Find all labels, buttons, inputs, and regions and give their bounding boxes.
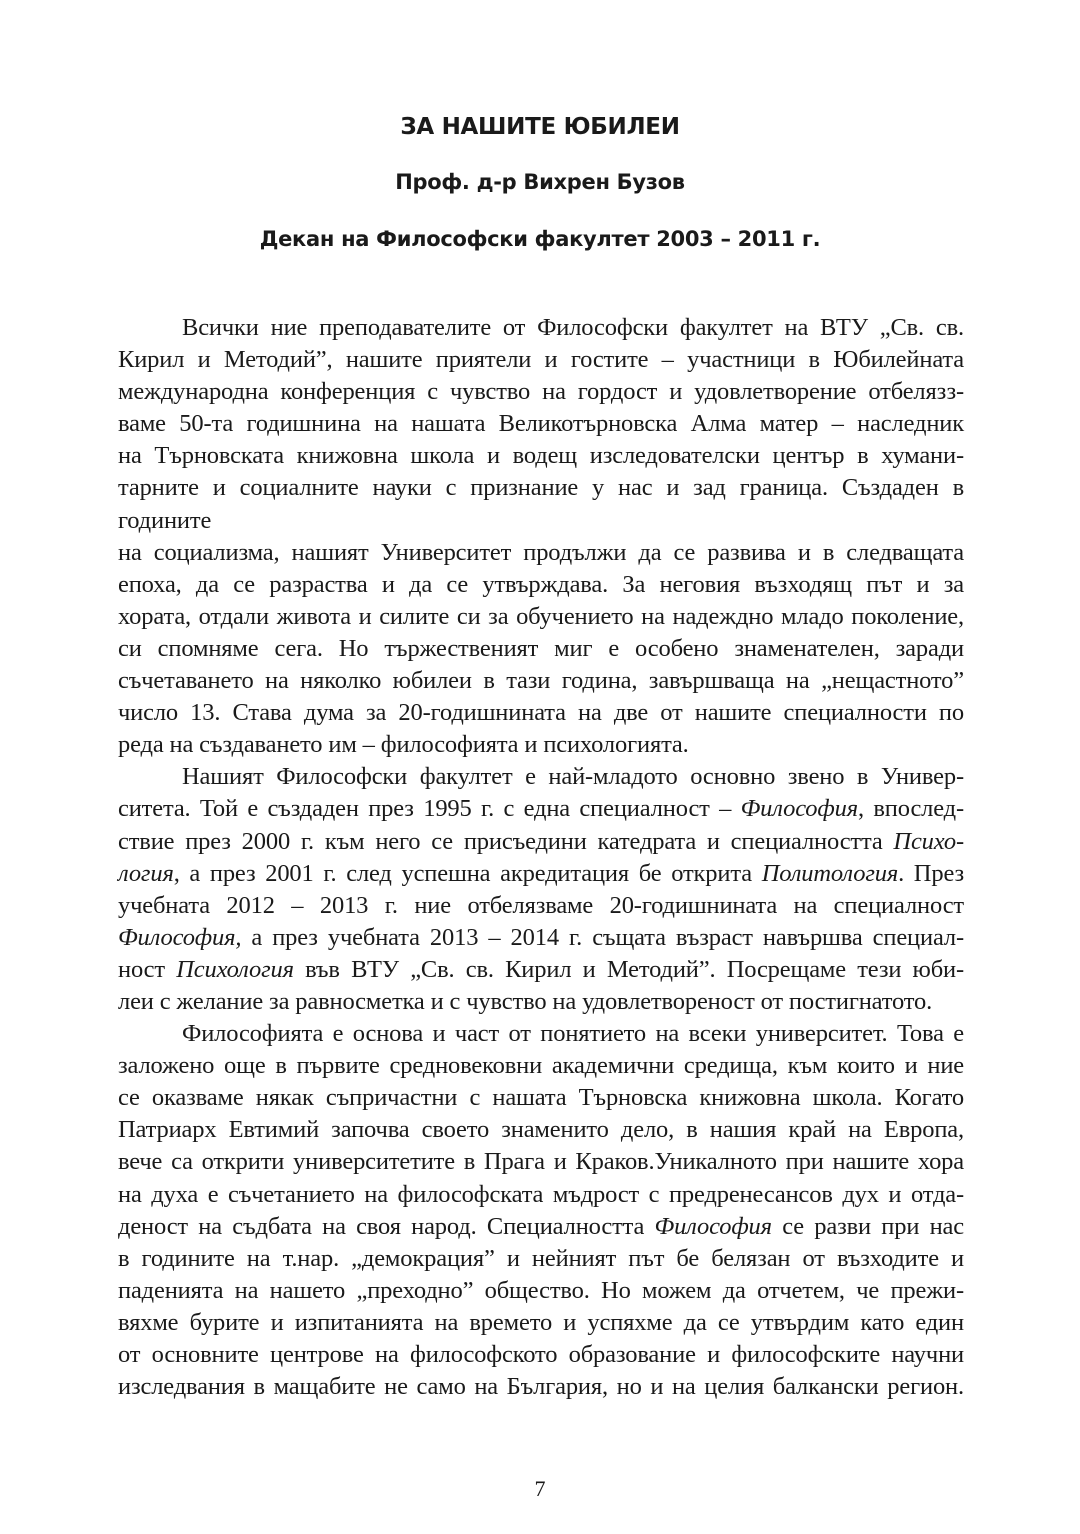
text-line: ваме 50-та годишнина на нашата Великотърновска Алма матер – наследник — [118, 410, 964, 438]
text-line — [118, 858, 964, 890]
text-line: от основните центрове на философското образование и философските научни — [118, 1341, 964, 1368]
text-line: си спомняме сега. Но тържественият миг е особено знаменателен, заради — [118, 634, 964, 662]
italic-run: Философия, — [118, 923, 242, 951]
text-line: паденията на нашето „преходно” общество. Но можем да отчетем, че прежи- — [118, 1276, 964, 1304]
paragraph-1 — [118, 312, 964, 761]
text-line: в годините на т.нар. „демокрация” и нейният път бе белязан от възходите и — [118, 1244, 964, 1272]
text-line: Кирил и Методий”, нашите приятели и гостите – участници в Юбилейната — [118, 346, 964, 374]
text-line — [118, 922, 964, 954]
author-role: Декан на Философски факултет 2003 – 2011 г. — [259, 227, 821, 251]
text-line — [118, 954, 964, 986]
text-line: на духа е съчетанието на философската мъдрост с предренесансов дух и отда- — [118, 1180, 964, 1208]
paragraph-3 — [118, 1018, 964, 1403]
text-line: вяхме бурите и изпитанията на времето и успяхме да се утвърдим като един — [118, 1308, 964, 1336]
text-line: се оказваме някак съпричастни с нашата Търновска книжовна школа. Когато — [118, 1084, 964, 1112]
italic-run: Философия — [654, 1212, 772, 1240]
text-line: епоха, да се разраства и да се утвърждава. За неговия възходящ път и за — [118, 570, 964, 598]
italic-run: логия — [118, 859, 174, 887]
text-line: Всички ние преподавателите от Философски факултет на ВТУ „Св. св. — [182, 314, 964, 341]
text-line: Патриарх Евтимий започва своето знаменито дело, в нашия край на Европа, — [118, 1116, 964, 1144]
text-line — [118, 793, 964, 825]
text-line: вече са открити университетите в Прага и Краков.Уникалното при нашите хора — [118, 1148, 964, 1176]
text-run: , впослед- — [858, 795, 964, 823]
text-run: а през учебната 2013 – 2014 г. същата възраст навършва специал- — [241, 923, 964, 951]
author-name: Проф. д-р Вихрен Бузов — [395, 170, 685, 194]
text-line: Философията е основа и част от понятието на всеки университет. Това е — [182, 1020, 964, 1048]
italic-run: Психо- — [893, 827, 964, 855]
article-body — [118, 312, 964, 1403]
text-run: деност на съдбата на своя народ. Специалността — [118, 1212, 655, 1240]
text-line: заложено още в първите средновековни академични средища, към които и ние — [118, 1052, 964, 1080]
text-line: реда на създаването им – философията и психологията. — [118, 731, 689, 759]
text-line: леи с желание за равносметка и с чувство на удовлетвореност от постигнатото. — [118, 987, 933, 1015]
text-line: Нашият Философски факултет е най-младото основно звено в Универ- — [182, 763, 964, 791]
text-line: съчетаването на няколко юбилеи в тази година, завършваща на „нещастното” — [118, 667, 964, 695]
page-number: 7 — [534, 1476, 546, 1501]
text-line — [118, 1211, 964, 1243]
text-line: учебната 2012 – 2013 г. ние отбелязваме 20-годишнината на специалност — [118, 891, 964, 919]
text-run: ност — [118, 955, 177, 983]
text-line: международна конференция с чувство на гордост и удовлетворение отбелязз- — [118, 378, 964, 406]
text-run: , а през 2001 г. след успешна акредитация бе открита — [173, 859, 762, 887]
paragraph-2 — [118, 761, 964, 1018]
text-run: ситета. Той е създаден през 1995 г. с една специалност – — [118, 795, 741, 823]
text-line — [118, 826, 964, 858]
article-title: ЗА НАШИТЕ ЮБИЛЕИ — [400, 114, 680, 140]
text-line: на Търновската книжовна школа и водещ изследователски център в хумани- — [118, 442, 964, 470]
text-run: във ВТУ „Св. св. Кирил и Методий”. Посрещаме тези юби- — [293, 955, 964, 983]
text-run: . През — [898, 859, 964, 887]
text-line: тарните и социалните науки с признание у нас и зад граница. Създаден в годините — [118, 474, 964, 534]
italic-run: Философия — [740, 795, 858, 823]
text-line: изследвания в мащабите не само на България, но и на целия балкански регион. — [118, 1373, 964, 1401]
italic-run: Психология — [176, 955, 294, 983]
text-line: хората, отдали живота и силите си за обучението на надеждно младо поколение, — [118, 602, 964, 630]
text-line: на социализма, нашият Университет продължи да се развива и в следващата — [118, 538, 964, 566]
text-run: ствие през 2000 г. към него се присъедини катедрата и специалността — [118, 827, 894, 855]
italic-run: Политология — [761, 859, 899, 887]
text-run: се разви при нас — [771, 1212, 964, 1240]
text-line: число 13. Става дума за 20-годишнината на две от нашите специалности по — [118, 699, 964, 727]
